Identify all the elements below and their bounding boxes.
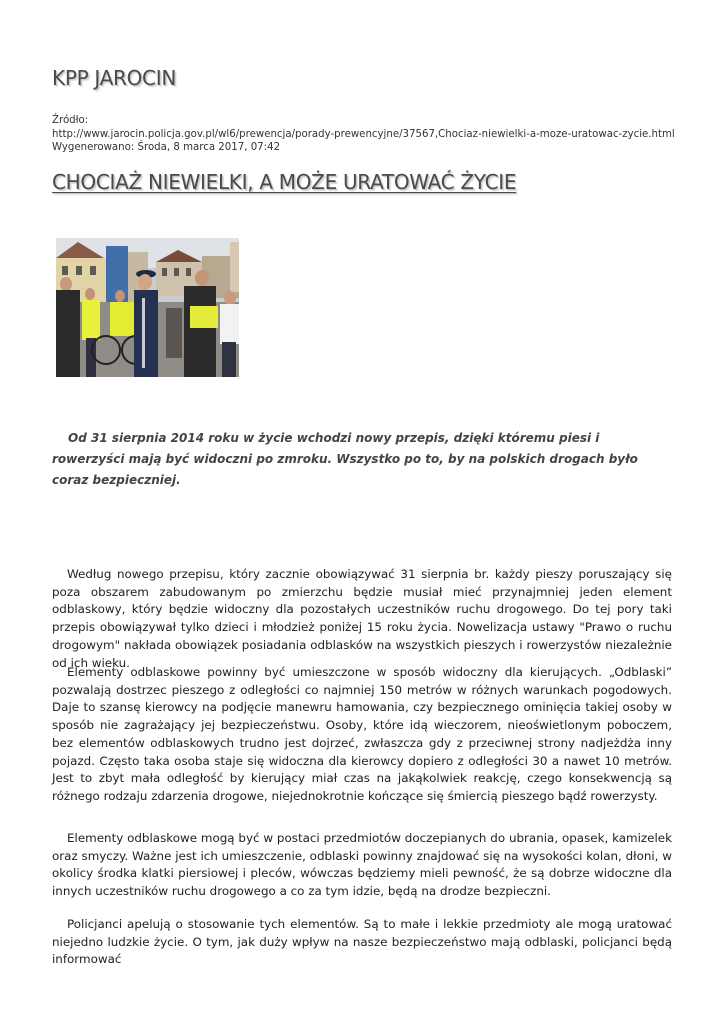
site-title: KPP JAROCIN (52, 66, 176, 90)
article-paragraph: Elementy odblaskowe powinny być umieszczone w sposób widoczny dla kierujących. „Odblaski” pozwalają dostrzec pieszego z odległości co najmniej 150 metrów w różnych warunkach pogodowych. Daje to szansę kierowcy na podjęcie manewru hamowania, czy bezpiecznego ominięcia takiej osoby w sposób nie zagrażający jej bezpieczeństwu. Osoby, które idą wieczorem, nieoświetlonym poboczem, bez elementów odblaskowych trudno jest dojrzeć, zwłaszcza gdy z przeciwnej strony nadjeżdża inny pojazd. Często taka osoba staje się widoczna dla kierowcy dopiero z odległości 30 a nawet 10 metrów. Jest to zbyt mała odległość by kierujący miał czas na jakąkolwiek reakcję, czego konsekwencją są różnego rodzaju zdarzenia drogowe, niejednokrotnie kończące się śmiercią pieszego bądź rowerzysty. (52, 665, 672, 803)
source-info (52, 114, 692, 155)
article-photo (56, 238, 239, 377)
article-lead: Od 31 sierpnia 2014 roku w życie wchodzi nowy przepis, dzięki któremu piesi i rowerzyści mają być widoczni po zmroku. Wszystko po to, by na polskich drogach było coraz bezpieczniej. (52, 431, 638, 487)
photo-street-scene (56, 238, 239, 377)
source-url[interactable]: http://www.jarocin.policja.gov.pl/wl6/prewencja/porady-prewencyjne/37567,Chociaz-niewielki-a-moze-uratowac-zycie.html (52, 128, 675, 140)
article-paragraph: Elementy odblaskowe mogą być w postaci przedmiotów doczepianych do ubrania, opasek, kamizelek oraz smyczy. Ważne jest ich umieszczenie, odblaski powinny znajdować się na wysokości kolan, dłoni, w okolicy środka klatki piersiowej i pleców, wówczas będziemy mieli pewność, że są dobrze widoczne dla innych uczestników ruchu drogowego a co za tym idzie, będą na drodze bezpieczni. (52, 831, 672, 899)
article-paragraph: Według nowego przepisu, który zacznie obowiązywać 31 sierpnia br. każdy pieszy poruszający się poza obszarem zabudowanym po zmierzchu będzie musiał mieć przynajmniej jeden element odblaskowy, który będzie widoczny dla pozostałych uczestników ruchu drogowego. Do tej pory taki przepis obowiązywał tylko dzieci i młodzież poniżej 15 roku życia. Nowelizacja ustawy "Prawo o ruchu drogowym" nakłada obowiązek posiadania odblasków na wszystkich pieszych i rowerzystów niezależnie od ich wieku. (52, 567, 672, 670)
generated-date: Wygenerowano: Środa, 8 marca 2017, 07:42 (52, 142, 281, 154)
article-paragraph: Policjanci apelują o stosowanie tych elementów. Są to małe i lekkie przedmioty ale mogą uratować niejedno ludzkie życie. O tym, jak duży wpływ na nasze bezpieczeństwo mają odblaski, policjanci będą informować (52, 917, 672, 967)
article-title[interactable]: CHOCIAŻ NIEWIELKI, A MOŻE URATOWAĆ ŻYCIE (52, 170, 517, 194)
source-label: Źródło: (52, 115, 89, 126)
